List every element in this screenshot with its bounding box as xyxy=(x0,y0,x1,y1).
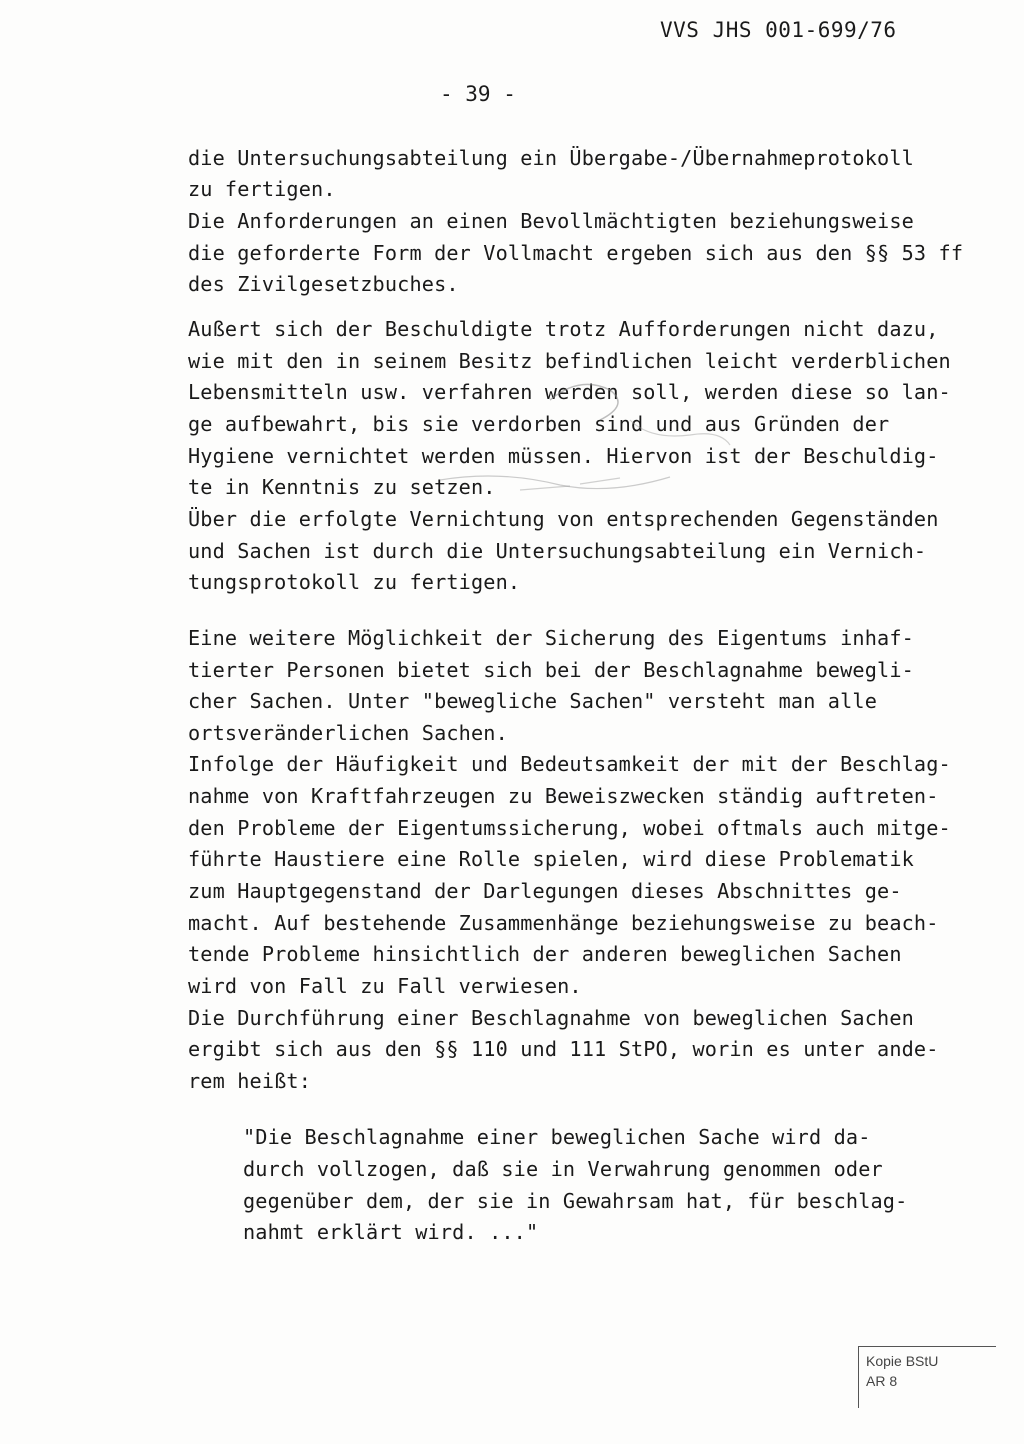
text-line: die Untersuchungsabteilung ein Übergabe-/Übernahmeprotokoll xyxy=(188,146,914,170)
quote-line: "Die Beschlagnahme einer beweglichen Sache wird da- xyxy=(243,1125,871,1149)
archive-stamp xyxy=(858,1346,996,1408)
text-line: tende Probleme hinsichtlich der anderen beweglichen Sachen xyxy=(188,942,902,966)
text-line: führte Haustiere eine Rolle spielen, wird diese Problematik xyxy=(188,847,914,871)
stamp-line-1: Kopie BStU xyxy=(866,1353,939,1369)
text-line: te in Kenntnis zu setzen. xyxy=(188,475,496,499)
text-line: ortsveränderlichen Sachen. xyxy=(188,721,508,745)
text-line: tungsprotokoll zu fertigen. xyxy=(188,570,521,594)
text-line: Lebensmitteln usw. verfahren werden soll, werden diese so lan- xyxy=(188,380,951,404)
stamp-line-2: AR 8 xyxy=(866,1373,898,1389)
text-line: den Probleme der Eigentumssicherung, wobei oftmals auch mitge- xyxy=(188,816,951,840)
quote-line: gegenüber dem, der sie in Gewahrsam hat, für beschlag- xyxy=(243,1189,908,1213)
text-line: und Sachen ist durch die Untersuchungsabteilung ein Vernich- xyxy=(188,539,927,563)
text-line: Die Durchführung einer Beschlagnahme von beweglichen Sachen xyxy=(188,1006,914,1030)
page-number: - 39 - xyxy=(440,82,516,106)
text-line: des Zivilgesetzbuches. xyxy=(188,272,459,296)
quote-line: durch vollzogen, daß sie in Verwahrung genommen oder xyxy=(243,1157,883,1181)
text-line: cher Sachen. Unter "bewegliche Sachen" versteht man alle xyxy=(188,689,878,713)
text-line: rem heißt: xyxy=(188,1069,312,1093)
text-line: Eine weitere Möglichkeit der Sicherung des Eigentums inhaf- xyxy=(188,626,914,650)
text-line: zu fertigen. xyxy=(188,177,336,201)
text-line: Die Anforderungen an einen Bevollmächtigten beziehungsweise xyxy=(188,209,914,233)
text-line: Infolge der Häufigkeit und Bedeutsamkeit der mit der Beschlag- xyxy=(188,752,951,776)
document-reference: VVS JHS 001-699/76 xyxy=(660,18,897,42)
text-line: zum Hauptgegenstand der Darlegungen dieses Abschnittes ge- xyxy=(188,879,902,903)
text-line: nahme von Kraftfahrzeugen zu Beweiszwecken ständig auftreten- xyxy=(188,784,939,808)
text-line: wie mit den in seinem Besitz befindlichen leicht verderblichen xyxy=(188,349,951,373)
text-line: die geforderte Form der Vollmacht ergeben sich aus den §§ 53 ff xyxy=(188,241,964,265)
text-line: ge aufbewahrt, bis sie verdorben sind und aus Gründen der xyxy=(188,412,890,436)
text-line: ergibt sich aus den §§ 110 und 111 StPO, worin es unter ande- xyxy=(188,1037,939,1061)
text-line: macht. Auf bestehende Zusammenhänge beziehungsweise zu beach- xyxy=(188,911,939,935)
text-line: tierter Personen bietet sich bei der Beschlagnahme bewegli- xyxy=(188,658,914,682)
text-line: Hygiene vernichtet werden müssen. Hiervon ist der Beschuldig- xyxy=(188,444,939,468)
text-line: Über die erfolgte Vernichtung von entsprechenden Gegenständen xyxy=(188,507,939,531)
text-line: Außert sich der Beschuldigte trotz Aufforderungen nicht dazu, xyxy=(188,317,939,341)
text-line: wird von Fall zu Fall verwiesen. xyxy=(188,974,582,998)
quote-line: nahmt erklärt wird. ..." xyxy=(243,1220,539,1244)
